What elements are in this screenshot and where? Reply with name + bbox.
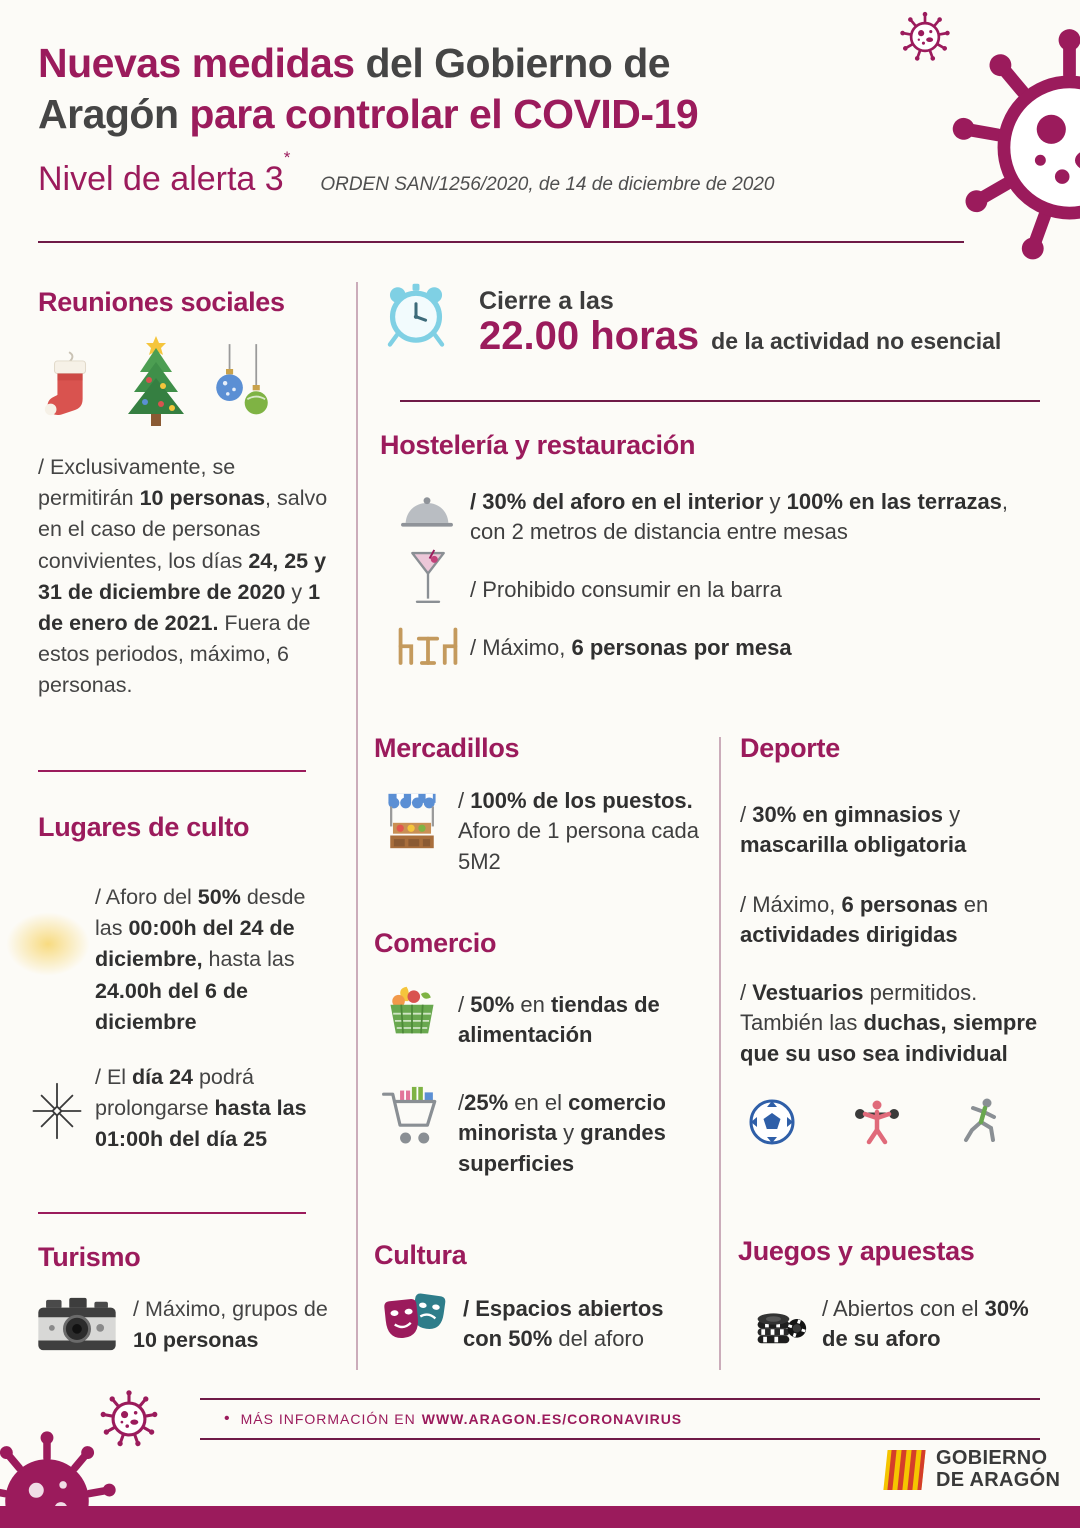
section-title-culto: Lugares de culto bbox=[38, 812, 250, 842]
section-title-juegos: Juegos y apuestas bbox=[738, 1236, 975, 1266]
ornaments-icon bbox=[210, 339, 274, 431]
shopping-cart-icon bbox=[380, 1084, 442, 1150]
footer-info-text: MÁS INFORMACIÓN EN bbox=[240, 1411, 416, 1427]
market-stall-icon bbox=[383, 790, 441, 852]
poker-chips-icon bbox=[752, 1290, 808, 1348]
section-title-hosteleria: Hostelería y restauración bbox=[380, 430, 696, 460]
page-title bbox=[38, 38, 878, 140]
virus-icon-large bbox=[942, 20, 1080, 275]
aragon-flag-icon bbox=[878, 1446, 926, 1494]
alert-asterisk: * bbox=[283, 148, 291, 168]
turismo-item: / Máximo, grupos de 10 personas bbox=[133, 1297, 328, 1353]
closure-suffix: de la actividad no esencial bbox=[711, 328, 1002, 354]
logo-line-1: GOBIERNO bbox=[936, 1447, 1048, 1470]
section-title-comercio: Comercio bbox=[374, 928, 497, 958]
vertical-divider-right bbox=[719, 737, 721, 1370]
gobierno-aragon-logo bbox=[878, 1446, 1060, 1494]
grocery-basket-icon bbox=[385, 985, 439, 1037]
running-icon bbox=[958, 1096, 1006, 1148]
cloche-icon bbox=[398, 495, 456, 537]
left-divider-2 bbox=[38, 1212, 306, 1214]
deporte-item-3: / Vestuarios permitidos. También las duchas, siempre que su uso sea individual bbox=[740, 980, 1038, 1066]
closure-line2 bbox=[479, 314, 1001, 359]
sports-icons-row bbox=[748, 1096, 1006, 1148]
footer-info bbox=[224, 1410, 682, 1428]
sparkle-star-icon bbox=[28, 1082, 86, 1140]
closure-time: 22.00 horas bbox=[479, 314, 700, 358]
weightlifting-icon bbox=[851, 1096, 903, 1148]
bottom-bar bbox=[0, 1506, 1080, 1528]
soccer-ball-icon bbox=[748, 1098, 796, 1146]
alert-level: Nivel de alerta 3* bbox=[38, 148, 291, 198]
hosteleria-item-1: / 30% del aforo en el interior y 100% en las terrazas, con 2 metros de distancia entre mesas bbox=[470, 489, 1009, 545]
juegos-item: / Abiertos con el 30% de su aforo bbox=[822, 1296, 1029, 1352]
alarm-clock-icon bbox=[383, 282, 449, 348]
closure-line1: Cierre a las bbox=[479, 287, 614, 315]
logo-text bbox=[936, 1448, 1060, 1491]
title-line-2: Aragón para controlar el COVID-19 bbox=[38, 90, 699, 137]
hosteleria-item-3: / Máximo, 6 personas por mesa bbox=[470, 635, 792, 660]
section-title-cultura: Cultura bbox=[374, 1240, 467, 1270]
bullet-icon: • bbox=[224, 1410, 231, 1427]
section-title-turismo: Turismo bbox=[38, 1242, 141, 1272]
christmas-stocking-icon bbox=[40, 349, 102, 431]
mercadillos-item: / 100% de los puestos. Aforo de 1 persona cada 5M2 bbox=[458, 788, 699, 874]
section-title-mercadillos: Mercadillos bbox=[374, 733, 520, 763]
footer-divider-top bbox=[200, 1398, 1040, 1400]
title-line-1: Nuevas medidas del Gobierno de bbox=[38, 40, 671, 86]
camera-icon bbox=[36, 1296, 118, 1354]
section-title-deporte: Deporte bbox=[740, 733, 840, 763]
christmas-icons-row bbox=[40, 333, 274, 431]
alert-row bbox=[38, 148, 878, 199]
christmas-tree-icon bbox=[118, 333, 194, 431]
left-divider-1 bbox=[38, 770, 306, 772]
reuniones-paragraph: / Exclusivamente, se permitirán 10 personas, salvo en el caso de personas convivientes, los días 24, 25 y 31 de diciembre de 2020 y 1 de enero de 2021. Fuera de estos periodos, máximo, 6 personas. bbox=[38, 455, 328, 698]
logo-line-2: DE ARAGÓN bbox=[936, 1469, 1061, 1491]
cocktail-icon bbox=[406, 548, 450, 610]
cultura-item: / Espacios abiertos con 50% del aforo bbox=[463, 1296, 664, 1352]
deporte-item-1: / 30% en gimnasios y mascarilla obligatoria bbox=[740, 802, 967, 858]
section-title-reuniones: Reuniones sociales bbox=[38, 287, 285, 317]
theater-masks-icon bbox=[380, 1290, 452, 1352]
vertical-divider-left bbox=[356, 282, 358, 1370]
header-divider bbox=[38, 241, 964, 243]
header bbox=[38, 38, 878, 199]
coronavirus-url-link[interactable]: WWW.ARAGON.ES/CORONAVIRUS bbox=[421, 1411, 683, 1427]
order-reference: ORDEN SAN/1256/2020, de 14 de diciembre de 2020 bbox=[320, 173, 775, 195]
culto-item-2: / El día 24 podrá prolongarse hasta las 01:00h del día 25 bbox=[95, 1065, 307, 1152]
hosteleria-item-2: / Prohibido consumir en la barra bbox=[470, 577, 782, 602]
footer-divider-bottom bbox=[200, 1438, 1040, 1440]
comercio-item-1: / 50% en tiendas de alimentación bbox=[458, 992, 660, 1048]
candle-glow-icon bbox=[6, 912, 90, 976]
deporte-item-2: / Máximo, 6 personas en actividades dirigidas bbox=[740, 892, 989, 948]
comercio-item-2: /25% en el comercio minorista y grandes superficies bbox=[458, 1090, 666, 1176]
culto-item-1: / Aforo del 50% desde las 00:00h del 24 de diciembre, hasta las 24.00h del 6 de diciembre bbox=[95, 885, 306, 1034]
closure-divider bbox=[400, 400, 1040, 402]
table-chairs-icon bbox=[396, 626, 460, 668]
